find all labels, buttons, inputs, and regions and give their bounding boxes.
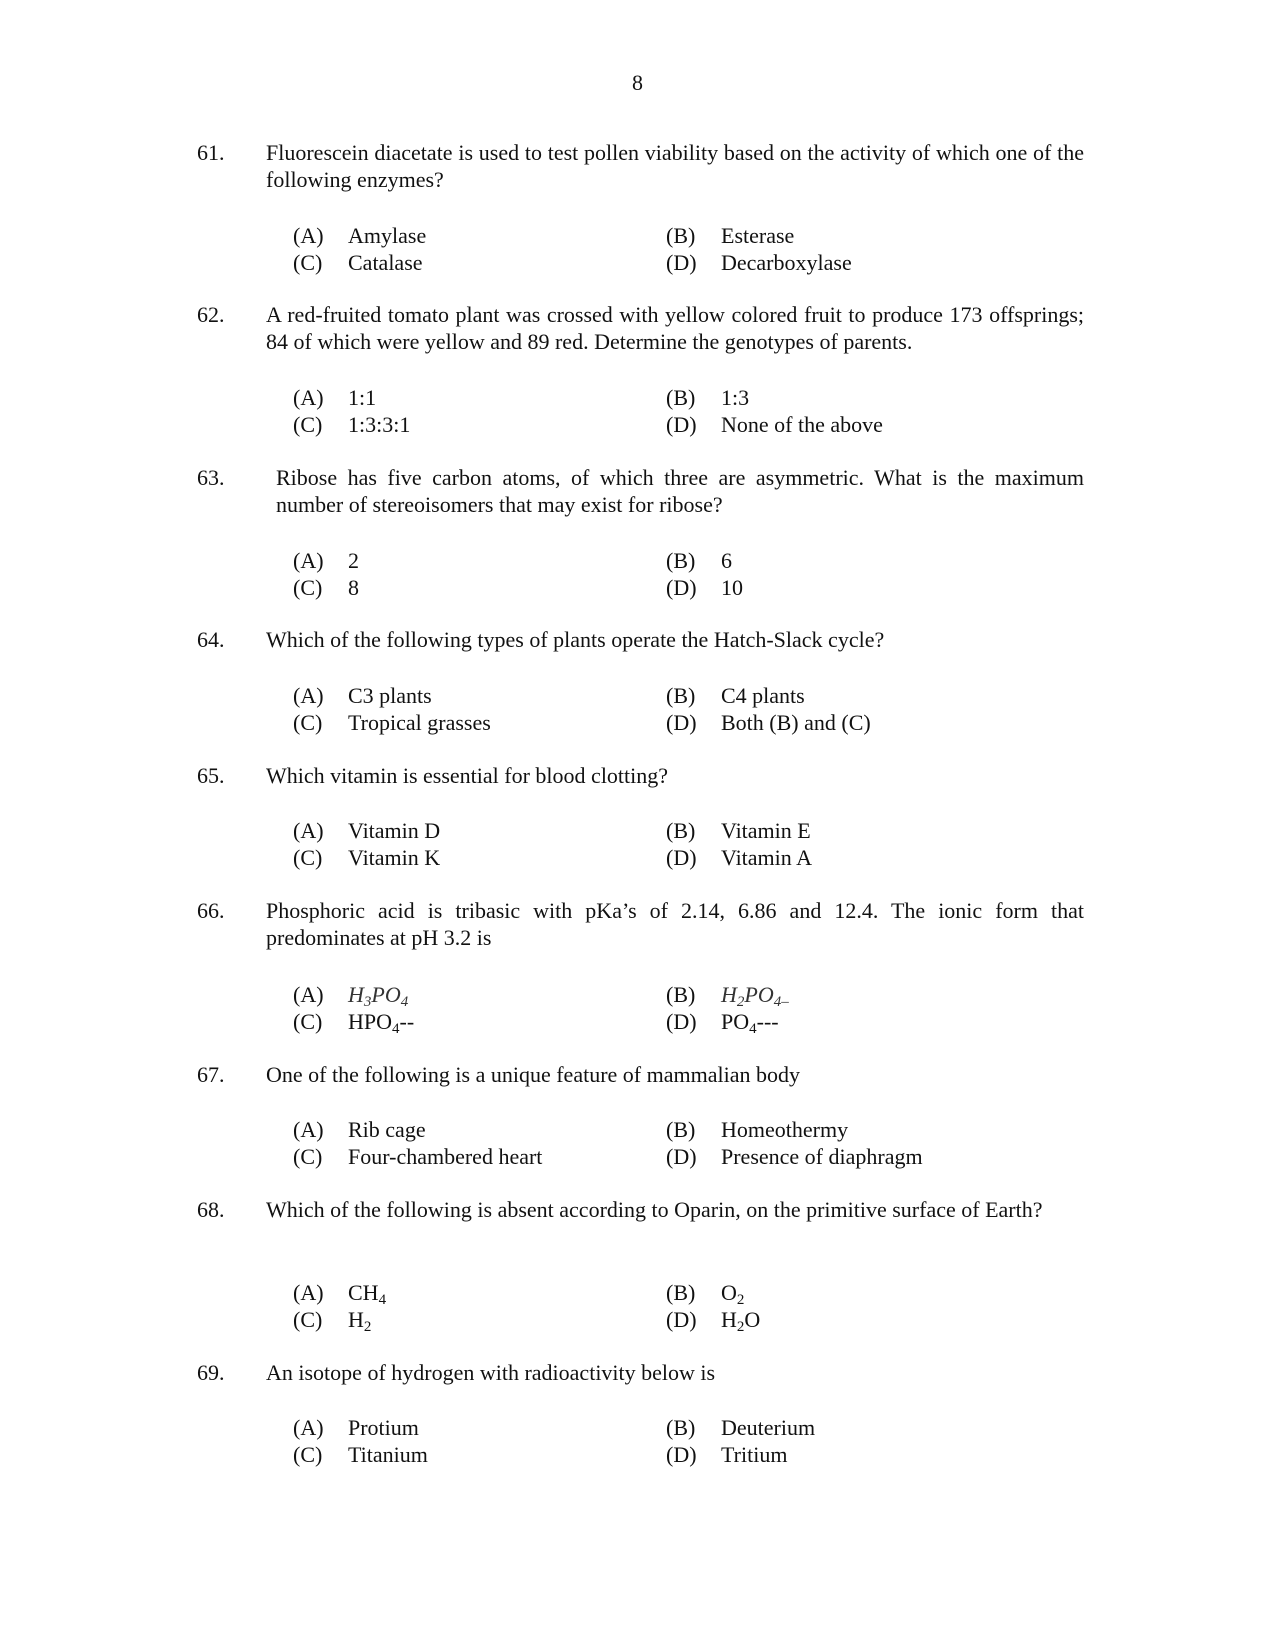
question-number: 62. (197, 302, 225, 327)
formula-part: -- (399, 1009, 415, 1034)
formula-part: H (348, 982, 364, 1007)
option-text: Vitamin A (721, 845, 812, 870)
question-number: 64. (197, 627, 225, 652)
option-letter: (B) (666, 385, 696, 410)
formula-part: O (721, 1280, 737, 1305)
option-letter: (D) (666, 412, 697, 437)
formula-part: HPO (348, 1009, 393, 1034)
option-formula (721, 982, 789, 1009)
option-text: 8 (348, 575, 359, 600)
question-number: 66. (197, 898, 225, 923)
option-text: Protium (348, 1415, 419, 1440)
option-letter: (A) (293, 683, 324, 708)
option-letter: (A) (293, 1415, 324, 1440)
formula-part: PO (721, 1009, 750, 1034)
question-text: Phosphoric acid is tribasic with pKa’s of 2.14, 6.86 and 12.4. The ionic form that predominates at pH 3.2 is (266, 898, 1084, 950)
formula-subscript: 2 (363, 1319, 372, 1335)
option-letter: (D) (666, 250, 697, 275)
formula-subscript: 3 (363, 994, 372, 1010)
question-number: 63. (197, 465, 225, 490)
option-letter: (C) (293, 250, 323, 275)
option-letter: (C) (293, 1144, 323, 1169)
option-letter: (D) (666, 1442, 697, 1467)
option-text: 1:1 (348, 385, 377, 410)
option-formula (721, 1280, 744, 1307)
question-text: Which of the following types of plants operate the Hatch-Slack cycle? (266, 627, 885, 652)
option-text: 1:3 (721, 385, 750, 410)
formula-part: PO (371, 982, 401, 1007)
option-text: 10 (721, 575, 743, 600)
option-text: Tropical grasses (348, 710, 491, 735)
option-text: Presence of diaphragm (721, 1144, 923, 1169)
option-letter: (A) (293, 818, 324, 843)
question-text: A red-fruited tomato plant was crossed with yellow colored fruit to produce 173 offsprings; 84 of which were yellow and 89 red. Determine the genotypes of parents. (266, 302, 1084, 354)
option-letter: (D) (666, 1144, 697, 1169)
option-text: 6 (721, 548, 732, 573)
formula-subscript: 4 (749, 1021, 757, 1037)
option-text: Four-chambered heart (348, 1144, 543, 1169)
option-letter: (D) (666, 1307, 697, 1332)
option-letter: (A) (293, 1117, 324, 1142)
formula-part: H (721, 1307, 737, 1332)
option-text: Homeothermy (721, 1117, 849, 1142)
option-letter: (A) (293, 223, 324, 248)
question-text: Which vitamin is essential for blood clotting? (266, 763, 669, 788)
formula-part: --- (756, 1009, 779, 1034)
option-letter: (B) (666, 223, 696, 248)
formula-subscript: 4 (378, 1292, 387, 1308)
option-letter: (A) (293, 385, 324, 410)
formula-subscript: 2 (736, 994, 745, 1010)
option-letter: (D) (666, 575, 697, 600)
formula-part: H (721, 982, 737, 1007)
option-letter: (D) (666, 1009, 697, 1034)
formula-part: CH (348, 1280, 379, 1305)
question-number: 68. (197, 1197, 225, 1222)
option-text: Tritium (721, 1442, 788, 1467)
option-letter: (A) (293, 982, 324, 1007)
formula-subscript: 4 (392, 1021, 400, 1037)
option-letter: (B) (666, 1415, 696, 1440)
option-formula (348, 982, 408, 1009)
option-text: 2 (348, 548, 359, 573)
page-number: 8 (632, 70, 643, 95)
question-number: 69. (197, 1360, 225, 1385)
option-formula (348, 1307, 371, 1334)
option-text: Both (B) and (C) (721, 710, 871, 735)
option-text: Catalase (348, 250, 423, 275)
option-letter: (B) (666, 1280, 696, 1305)
question-text: An isotope of hydrogen with radioactivity below is (266, 1360, 716, 1385)
option-formula (721, 1307, 760, 1334)
question-text: Which of the following is absent according to Oparin, on the primitive surface of Earth? (266, 1197, 1043, 1222)
formula-part: O (744, 1307, 761, 1332)
question-text: Fluorescein diacetate is used to test pollen viability based on the activity of which one of the following enzymes? (266, 140, 1084, 192)
option-text: Rib cage (348, 1117, 426, 1142)
question-number: 61. (197, 140, 225, 165)
option-letter: (C) (293, 1442, 323, 1467)
option-letter: (C) (293, 575, 323, 600)
formula-subscript: 4– (773, 994, 789, 1010)
option-text: C4 plants (721, 683, 805, 708)
option-letter: (C) (293, 710, 323, 735)
question-text: Ribose has five carbon atoms, of which three are asymmetric. What is the maximum number of stereoisomers that may exist for ribose? (276, 465, 1084, 517)
option-text: Vitamin E (721, 818, 811, 843)
option-letter: (B) (666, 982, 696, 1007)
option-text: Amylase (348, 223, 427, 248)
option-text: Esterase (721, 223, 795, 248)
option-text: Decarboxylase (721, 250, 852, 275)
option-letter: (B) (666, 548, 696, 573)
option-formula (348, 1280, 386, 1307)
option-letter: (B) (666, 818, 696, 843)
question-number: 67. (197, 1062, 225, 1087)
option-letter: (C) (293, 845, 323, 870)
option-text: Titanium (348, 1442, 428, 1467)
formula-subscript: 2 (736, 1319, 745, 1335)
option-letter: (A) (293, 1280, 324, 1305)
formula-subscript: 2 (736, 1292, 745, 1308)
option-letter: (A) (293, 548, 324, 573)
option-letter: (C) (293, 412, 323, 437)
option-letter: (D) (666, 845, 697, 870)
option-text: C3 plants (348, 683, 432, 708)
option-formula (721, 1009, 779, 1036)
formula-part: PO (744, 982, 774, 1007)
option-text: None of the above (721, 412, 883, 437)
option-text: 1:3:3:1 (348, 412, 411, 437)
option-letter: (C) (293, 1009, 323, 1034)
option-text: Deuterium (721, 1415, 816, 1440)
option-letter: (D) (666, 710, 697, 735)
option-letter: (B) (666, 1117, 696, 1142)
formula-part: H (348, 1307, 364, 1332)
option-letter: (C) (293, 1307, 323, 1332)
option-formula (348, 1009, 414, 1036)
option-text: Vitamin D (348, 818, 441, 843)
formula-subscript: 4 (400, 994, 409, 1010)
question-number: 65. (197, 763, 225, 788)
option-text: Vitamin K (348, 845, 441, 870)
option-letter: (B) (666, 683, 696, 708)
question-text: One of the following is a unique feature of mammalian body (266, 1062, 800, 1087)
